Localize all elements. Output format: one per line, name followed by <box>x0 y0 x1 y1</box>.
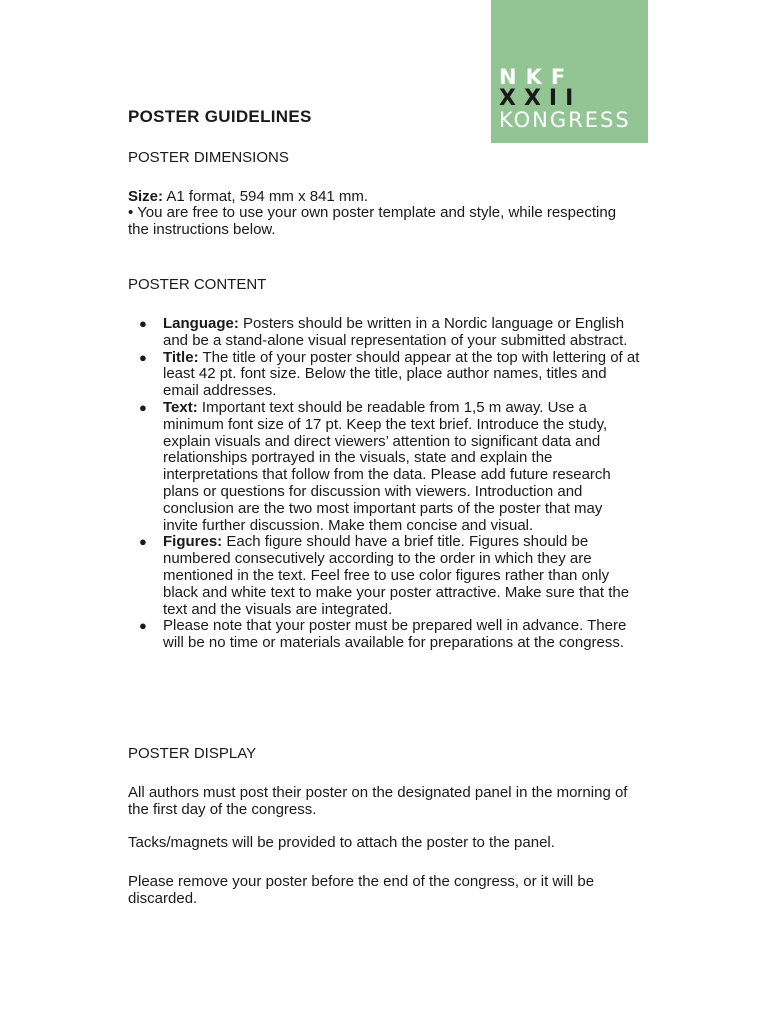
logo-line-xxii: XXII <box>499 86 582 111</box>
list-item-text <box>128 400 640 534</box>
section-heading-dimensions: POSTER DIMENSIONS <box>128 149 289 166</box>
display-paragraph-tacks: Tacks/magnets will be provided to attach the poster to the panel. <box>128 834 555 851</box>
item-text: Posters should be written in a Nordic language or English and be a stand-alone visual representation of your submitted abstract. <box>163 315 628 349</box>
section-heading-content: POSTER CONTENT <box>128 276 267 293</box>
bullet-icon: ● <box>139 399 147 415</box>
logo-line-kongress: KONGRESS <box>499 108 631 132</box>
bullet-icon: ● <box>139 618 147 634</box>
section-heading-display: POSTER DISPLAY <box>128 745 257 762</box>
item-label: Figures: <box>163 533 223 551</box>
list-item-title <box>128 350 640 400</box>
list-item-figures <box>128 534 640 618</box>
size-text: A1 format, 594 mm x 841 mm. <box>163 188 369 205</box>
item-text: Please note that your poster must be prepared well in advance. There will be no time or materials available for preparations at the congress. <box>163 617 627 652</box>
template-note: • You are free to use your own poster template and style, while respecting the instructions below. <box>128 204 617 238</box>
list-item-preparation <box>128 618 640 652</box>
item-text: Each figure should have a brief title. Figures should be numbered consecutively according to the order in which they are mentioned in the text. Feel free to use color figures rather than only black and white text to make your poster attractive. Make sure that the text and the visuals are integrated. <box>163 533 630 618</box>
item-label: Language: <box>163 315 239 332</box>
list-item-language <box>128 316 640 350</box>
page-title: POSTER GUIDELINES <box>128 107 312 126</box>
content-guidelines-list <box>128 316 640 652</box>
nkf-congress-logo <box>491 0 648 143</box>
item-label: Text: <box>163 398 198 416</box>
size-label: Size: <box>128 188 164 205</box>
bullet-icon: ● <box>139 534 147 550</box>
display-paragraph-removal: Please remove your poster before the end of the congress, or it will be discarded. <box>128 873 595 907</box>
item-label: Title: <box>163 348 199 366</box>
item-text: Important text should be readable from 1,5 m away. Use a minimum font size of 17 pt. Keep the text brief. Introduce the study, explain visuals and direct viewers’ attention to significant data and relationships portrayed in the visuals, state and explain the interpretations that follow from the data. Please add future research plans or questions for discussion with viewers. Introduction and conclusion are the two most important parts of the poster that may invite further discussion. Make them concise and visual. <box>163 398 611 534</box>
item-text: The title of your poster should appear at the top with lettering of at least 42 pt. font size. Below the title, place author names, titles and email addresses. <box>163 348 640 400</box>
bullet-icon: ● <box>139 316 147 331</box>
logo-line-nkf: NKF <box>499 65 575 89</box>
display-paragraph-posting: All authors must post their poster on the designated panel in the morning of the first day of the congress. <box>128 784 628 818</box>
bullet-icon: ● <box>139 349 147 365</box>
